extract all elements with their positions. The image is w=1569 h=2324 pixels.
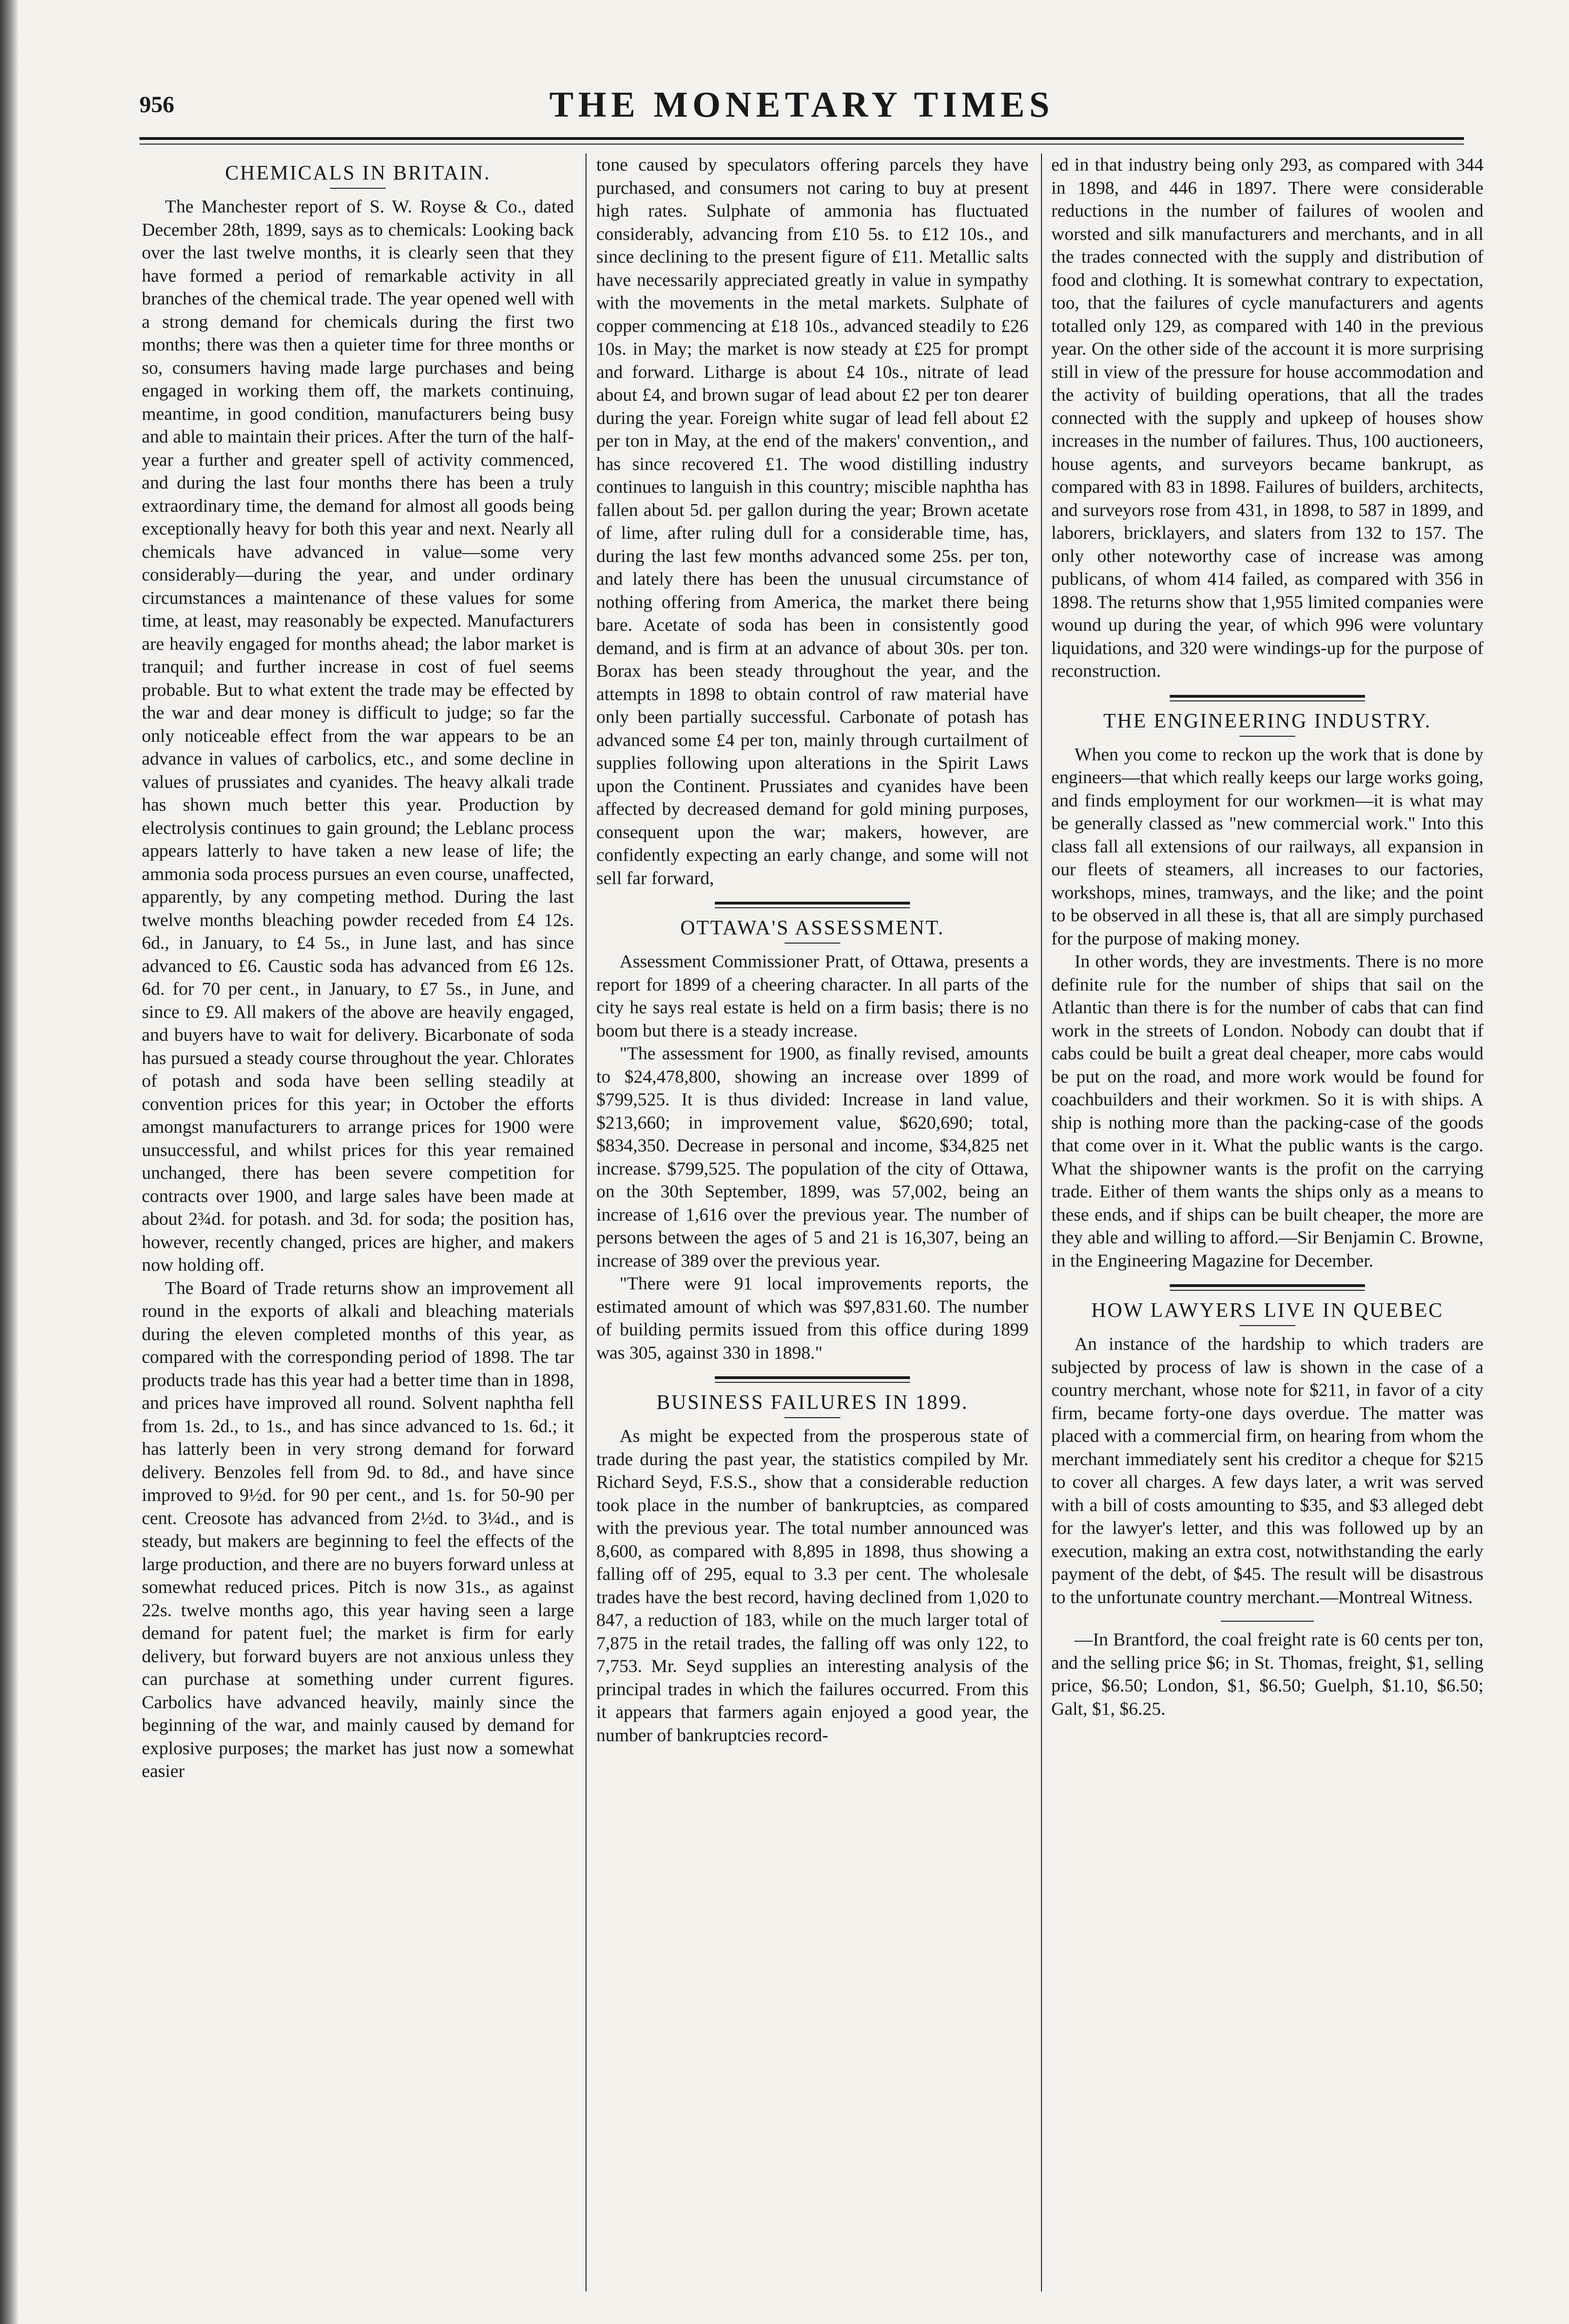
header-rule <box>139 137 1464 140</box>
article-title-chemicals: CHEMICALS IN BRITAIN. <box>225 161 491 184</box>
masthead: THE MONETARY TIMES <box>549 84 1054 125</box>
paragraph: Assessment Commissioner Pratt, of Ottawa, presents a report for 1899 of a cheering character. In all parts of the city he says real estate is held on a firm basis; there is no boom but there is a steady increase. <box>596 951 1028 1041</box>
paragraph: When you come to reckon up the work that is done by engineers—that which really keeps our large works going, and finds employment for our workmen—it is what may be generally classed as "new commercial work." Into this class fall all extensions of our railways, all expansion in our fleets of steamers, all increases to our factories, workshops, mines, tramways, and the like; and the point to be observed in all these is, that all are simply purchased for the purpose of making money. <box>1051 744 1483 949</box>
column-divider <box>1041 153 1042 2291</box>
paragraph: —In Brantford, the coal freight rate is 60 cents per ton, and the selling price $6; in St. Thomas, freight, $1, selling price, $6.50; London, $1, $6.50; Guelph, $1.10, $6.50; Galt, $1, $6.25. <box>1051 1629 1483 1719</box>
title-dash <box>1239 736 1295 737</box>
paragraph: tone caused by speculators offering parcels they have purchased, and consumers not caring to buy at present high rates. Sulphate of ammonia has fluctuated considerably, advancing from £10 5s. to £12 10s., and since declining to the present figure of £11. Metallic salts have necessarily appreciated greatly in value in sympathy with the movements in the metal markets. Sulphate of copper commencing at £18 10s., advanced steadily to £26 10s. in May; the market is now steady at £25 for prompt and forward. Litharge is about £4 10s., nitrate of lead about £4, and brown sugar of lead about £2 per ton dearer during the year. Foreign white sugar of lead fell about £2 per ton in May, at the end of the makers' convention,, and has since recovered £1. The wood distilling industry continues to languish in this country; miscible naphtha has fallen about 5d. per gallon during the year; Brown acetate of lime, after ruling dull for a considerable time, has, during the last few months advanced some 25s. per ton, and lately there has been the unusual circumstance of nothing offering from America, the market there being bare. Acetate of soda has been in consistently good demand, and is firm at an advance of about 30s. per ton. Borax has been steady throughout the year, and the attempts in 1898 to obtain control of raw material have only been partially successful. Carbonate of potash has advanced some £4 per ton, mainly through curtailment of supplies following upon alterations in the Spirit Laws upon the Continent. Prussiates and cyanides have been affected by decreased demand for gold mining purposes, consequent upon the war; makers, however, are confidently expecting an early change, and some will not sell far forward, <box>596 154 1028 888</box>
column-1 <box>142 153 574 2324</box>
page-number: 956 <box>139 91 174 117</box>
page-edge <box>0 0 19 2324</box>
article-separator <box>1170 1284 1365 1291</box>
article-separator <box>1170 695 1365 701</box>
article-separator <box>715 1376 910 1383</box>
title-dash <box>784 943 840 944</box>
title-dash <box>784 1417 840 1418</box>
column-3 <box>1051 153 1483 2324</box>
column-divider <box>586 153 587 2291</box>
page-header <box>139 84 1464 135</box>
paragraph: In other words, they are investments. There is no more definite rule for the number of ships that sail on the Atlantic than there is for the number of cabs that can find work in the streets of London. Nobody can doubt that if cabs could be built a great deal cheaper, more cabs would be put on the road, and more work would be found for coachbuilders and their workmen. So it is with ships. A ship is nothing more than the packing-case of the goods that come over in it. What the public wants is the cargo. What the shipowner wants is the profit on the carrying trade. Either of them wants the ships only as a means to these ends, and if ships can be built cheaper, the more are they able and willing to afford.—Sir Benjamin C. Browne, in the Engineering Magazine for December. <box>1051 951 1483 1271</box>
paragraph: The Manchester report of S. W. Royse & Co., dated December 28th, 1899, says as to chemicals: Looking back over the last twelve months, it is clearly seen that they have formed a period of remarkable activity in all branches of the chemical trade. The year opened well with a strong demand for chemicals during the first two months; there was then a quieter time for three months or so, consumers having made large purchases and being engaged in working them off, the markets continuing, meantime, in good condition, manufacturers being busy and able to maintain their prices. After the turn of the half-year a further and greater spell of activity commenced, and during the last four months there has been a truly extraordinary time, the demand for almost all goods being exceptionally heavy for both this year and next. Nearly all chemicals have advanced in value—some very considerably—during the year, and under ordinary circumstances a maintenance of these values for some time, at least, may reasonably be expected. Manufacturers are heavily engaged for months ahead; the labor market is tranquil; and further increase in cost of fuel seems probable. But to what extent the trade may be effected by the war and dear money is difficult to judge; so far the only noticeable effect from the war appears to be an advance in values of carbolics, etc., and some decline in values of prussiates and cyanides. The heavy alkali trade has shown much better this year. Production by electrolysis continues to gain ground; the Leblanc process appears latterly to have taken a new lease of life; the ammonia soda process pursues an even course, unaffected, apparently, by any competing method. During the last twelve months bleaching powder receded from £4 12s. 6d., in January, to £4 5s., in June last, and has since advanced to £6. Caustic soda has advanced from £6 12s. 6d. for 70 per cent., in January, to £7 5s., in June, and since to £9. All makers of the above are heavily engaged, and buyers have to wait for delivery. Bicarbonate of soda has pursued a steady course throughout the year. Chlorates of potash and soda have been selling steadily at convention prices for this year; in October the efforts amongst manufacturers to arrange prices for 1900 were unsuccessful, and whilst prices for this year remained unchanged, there has been severe competition for contracts over 1900, and large sales have been made at about 2¾d. for potash. and 3d. for soda; the position has, however, recently changed, prices are higher, and makers now holding off. <box>142 196 574 1275</box>
header-rule-thin <box>139 144 1464 145</box>
paragraph: ed in that industry being only 293, as compared with 344 in 1898, and 446 in 1897. There were considerable reductions in the number of failures of woolen and worsted and silk manufacturers and merchants, and in all the trades connected with the supply and distribution of food and clothing. It is somewhat contrary to expectation, too, that the failures of cycle manufacturers and agents totalled only 129, as compared with 140 in the previous year. On the other side of the account it is more surprising still in view of the pressure for house accommodation and the activity of building operations, that all the trades connected with the supply and upkeep of houses show increases in the number of failures. Thus, 100 auctioneers, house agents, and surveyors became bankrupt, as compared with 83 in 1898. Failures of builders, architects, and surveyors rose from 431, in 1898, to 587 in 1899, and laborers, bricklayers, and slaters from 132 to 157. The only other noteworthy case of increase was among publicans, of whom 414 failed, as compared with 356 in 1898. The returns show that 1,955 limited companies were wound up during the year, of which 996 were voluntary liquidations, and 320 were windings-up for the purpose of reconstruction. <box>1051 154 1483 681</box>
article-title-ottawa: OTTAWA'S ASSESSMENT. <box>680 916 945 939</box>
item-separator <box>1221 1621 1314 1622</box>
article-separator <box>715 902 910 908</box>
paragraph: As might be expected from the prosperous state of trade during the past year, the statistics compiled by Mr. Richard Seyd, F.S.S., show that a considerable reduction took place in the number of bankruptcies, as compared with the previous year. The total number announced was 8,600, as compared with 8,895 in 1898, thus showing a falling off of 295, equal to 3.3 per cent. The wholesale trades have the best record, having declined from 1,020 to 847, a reduction of 183, while on the much larger total of 7,875 in the retail trades, the falling off was only 122, to 7,753. Mr. Seyd supplies an interesting analysis of the principal trades in which the failures occurred. From this it appears that farmers again enjoyed a good year, the number of bankruptcies record- <box>596 1426 1028 1745</box>
paragraph: The Board of Trade returns show an improvement all round in the exports of alkali and bleaching materials during the eleven completed months of this year, as compared with the corresponding period of 1898. The tar products trade has this year had a better time than in 1898, and prices have improved all round. Solvent naphtha fell from 1s. 2d., to 1s., and has since advanced to 1s. 6d.; it has latterly been in very strong demand for forward delivery. Benzoles fell from 9d. to 8d., and have since improved to 9½d. for 90 per cent., and 1s. for 50-90 per cent. Creosote has advanced from 2½d. to 3¼d., and is steady, but makers are beginning to feel the effects of the large production, and there are no buyers forward unless at somewhat reduced prices. Pitch is now 31s., as against 22s. twelve months ago, this year having seen a large demand for patent fuel; the market is firm for early delivery, but forward buyers are not anxious unless they can purchase at something under current figures. Carbolics have advanced heavily, mainly since the beginning of the war, and mainly caused by demand for explosive purposes; the market has just now a somewhat easier <box>142 1277 574 1781</box>
column-2 <box>596 153 1028 2324</box>
title-dash <box>1239 1325 1295 1326</box>
title-dash <box>330 188 386 189</box>
paragraph: "There were 91 local improvements reports, the estimated amount of which was $97,831.60. The number of building permits issued from this office during 1899 was 305, against 330 in 1898." <box>596 1273 1028 1363</box>
article-title-lawyers: HOW LAWYERS LIVE IN QUEBEC <box>1091 1299 1444 1321</box>
paragraph: An instance of the hardship to which traders are subjected by process of law is shown in the case of a country merchant, whose note for $211, in favor of a city firm, became forty-one days overdue. The matter was placed with a commercial firm, on hearing from whom the merchant immediately sent his creditor a cheque for $215 to cover all charges. A few days later, a writ was served with a bill of costs amounting to $35, and $3 alleged debt for the lawyer's letter, and this was followed up by an execution, making an extra cost, notwithstanding the early payment of the debt, of $45. The result will be disastrous to the unfortunate country merchant.—Montreal Witness. <box>1051 1334 1483 1607</box>
article-title-failures: BUSINESS FAILURES IN 1899. <box>656 1391 969 1413</box>
paragraph: "The assessment for 1900, as finally revised, amounts to $24,478,800, showing an increase over 1899 of $799,525. It is thus divided: Increase in land value, $213,660; in improvement value, $620,690; total, $834,350. Decrease in personal and income, $34,825 net increase. $799,525. The population of the city of Ottawa, on the 30th September, 1899, was 57,002, being an increase of 1,616 over the previous year. The number of persons between the ages of 5 and 21 is 16,307, being an increase of 389 over the previous year. <box>596 1043 1028 1271</box>
article-title-engineering: THE ENGINEERING INDUSTRY. <box>1103 709 1432 732</box>
